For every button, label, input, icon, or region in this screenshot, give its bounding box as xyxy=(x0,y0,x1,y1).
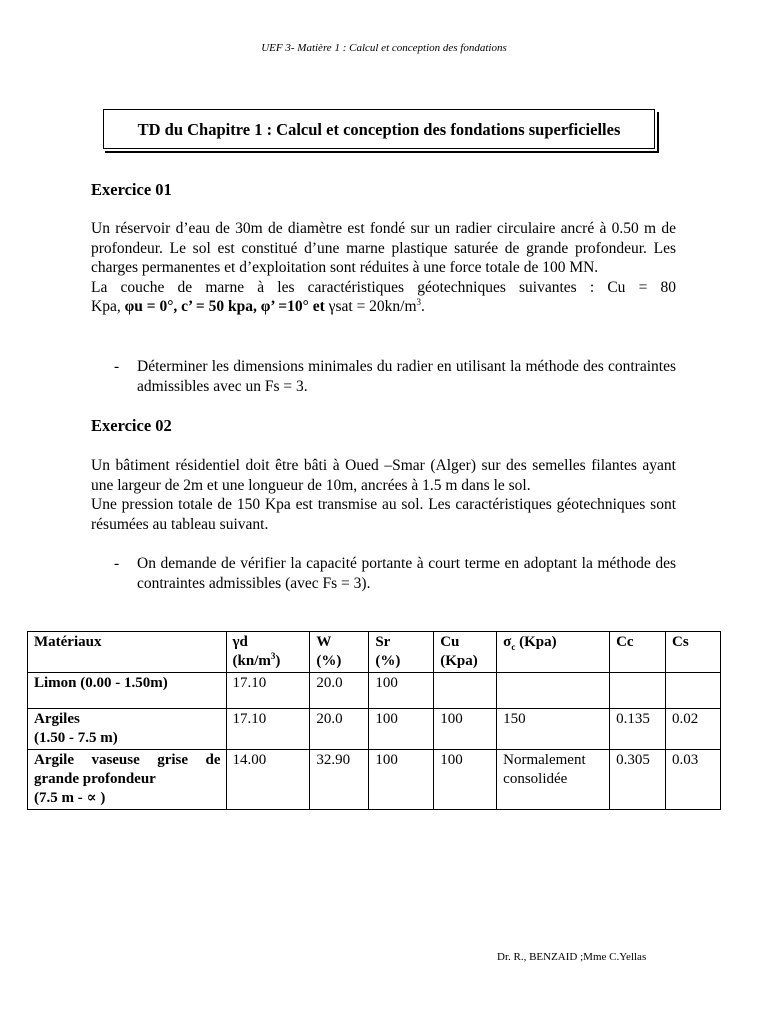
cell-sr: 100 xyxy=(369,673,434,709)
exercise-2-title: Exercice 02 xyxy=(91,416,172,435)
sigma-symbol: σ xyxy=(503,634,512,650)
header-sr-symbol: Sr xyxy=(375,634,391,650)
header-w xyxy=(310,632,369,673)
materiau-line-2: (1.50 - 7.5 m) xyxy=(34,730,118,746)
exercise-1-paragraph-2-line-1: La couche de marne à les caractéristiques géotechniques suivantes : Cu = 80 xyxy=(91,278,676,296)
sigma-subscript: c xyxy=(511,642,516,652)
header-cs: Cs xyxy=(666,632,721,673)
header-sr-unit: (%) xyxy=(375,653,401,669)
page-footer: Dr. R., BENZAID ;Mme C.Yellas xyxy=(497,951,647,963)
cell-cc: 0.135 xyxy=(610,709,666,750)
cell-cu xyxy=(434,673,497,709)
gamma-sat: γsat = 20kn/m xyxy=(328,298,417,315)
cell-cs xyxy=(666,673,721,709)
exercise-1-text xyxy=(91,219,676,317)
header-materiaux: Matériaux xyxy=(28,632,227,673)
page-title xyxy=(103,109,655,149)
header-cu xyxy=(434,632,497,673)
cell-w: 32.90 xyxy=(310,750,369,810)
unit-close: ) xyxy=(275,653,281,669)
cell-w: 20.0 xyxy=(310,673,369,709)
cell-sigma-c: 150 xyxy=(497,709,610,750)
exercise-2-bullet-text: On demande de vérifier la capacité portante à court terme en adoptant la méthode des contraintes admissibles (avec Fs = 3). xyxy=(137,555,676,592)
cell-materiau xyxy=(28,673,227,709)
cell-cs: 0.03 xyxy=(666,750,721,810)
table-row xyxy=(28,709,721,750)
page-title-text: TD du Chapitre 1 : Calcul et conception des fondations superficielles xyxy=(137,120,621,139)
materiau-line-3: (7.5 m - ∝ ) xyxy=(34,790,106,806)
header-gamma-d-unit xyxy=(233,652,305,671)
cell-w: 20.0 xyxy=(310,709,369,750)
exercise-2-paragraph-2: Une pression totale de 150 Kpa est transmise au sol. Les caractéristiques géotechniques sont résumées au tableau suivant. xyxy=(91,496,676,533)
table-header-row xyxy=(28,632,721,673)
period: . xyxy=(421,298,425,315)
bullet-dash: - xyxy=(114,555,120,572)
header-w-unit: (%) xyxy=(316,653,342,669)
exponent: 3 xyxy=(416,296,422,307)
page-header: UEF 3- Matière 1 : Calcul et conception des fondations xyxy=(261,42,507,54)
cell-gamma-d: 17.10 xyxy=(226,709,310,750)
cell-cc xyxy=(610,673,666,709)
cell-materiau xyxy=(28,750,227,810)
materiau-line-1: Argiles xyxy=(34,711,80,727)
kpa-unit: Kpa, xyxy=(91,298,125,315)
soil-parameters: φu = 0°, c’ = 50 kpa, φ’ =10° et xyxy=(124,298,329,315)
soil-properties-table xyxy=(27,631,721,810)
cell-sr: 100 xyxy=(369,750,434,810)
header-sigma-c xyxy=(497,632,610,673)
header-gamma-d xyxy=(226,632,310,673)
cell-cs: 0.02 xyxy=(666,709,721,750)
cell-sigma-c xyxy=(497,750,610,810)
exercise-2-bullet xyxy=(114,554,676,593)
header-cc: Cc xyxy=(610,632,666,673)
header-cu-unit: (Kpa) xyxy=(440,653,478,669)
exercise-1-bullet-text: Déterminer les dimensions minimales du radier en utilisant la méthode des contraintes admissibles avec un Fs = 3. xyxy=(137,358,676,395)
unit-exponent: 3 xyxy=(270,651,276,661)
exercise-1-paragraph-2-line-2 xyxy=(91,297,676,317)
table-row xyxy=(28,750,721,810)
cell-gamma-d: 14.00 xyxy=(226,750,310,810)
cell-sigma-c xyxy=(497,673,610,709)
materiau-line-2: grande profondeur xyxy=(34,771,156,787)
cell-sr: 100 xyxy=(369,709,434,750)
exercise-1-bullet xyxy=(114,357,676,396)
sigma-line-1: Normalement xyxy=(503,752,586,768)
materiau-line-1: Argile vaseuse grise de xyxy=(34,752,221,768)
sigma-line-2: consolidée xyxy=(503,771,568,787)
header-cu-symbol: Cu xyxy=(440,634,460,650)
sigma-unit: (Kpa) xyxy=(515,634,557,650)
cell-cu: 100 xyxy=(434,750,497,810)
cell-cc: 0.305 xyxy=(610,750,666,810)
unit-text: (kn/m xyxy=(232,653,271,669)
cell-gamma-d: 17.10 xyxy=(226,673,310,709)
exercise-2-paragraph-1: Un bâtiment résidentiel doit être bâti à Oued –Smar (Alger) sur des semelles filantes ayant une largeur de 2m et une longueur de 10m, ancrées à 1.5 m dans le sol. xyxy=(91,457,676,494)
exercise-1-title: Exercice 01 xyxy=(91,180,172,199)
materiau-line-1: Limon (0.00 - 1.50m) xyxy=(34,675,168,691)
header-gamma-d-symbol: γd xyxy=(232,634,248,650)
table-row xyxy=(28,673,721,709)
cell-cu: 100 xyxy=(434,709,497,750)
bullet-dash: - xyxy=(114,358,120,375)
cell-materiau xyxy=(28,709,227,750)
header-w-symbol: W xyxy=(316,634,332,650)
exercise-2-text xyxy=(91,456,676,534)
header-sr xyxy=(369,632,434,673)
exercise-1-paragraph-1: Un réservoir d’eau de 30m de diamètre est fondé sur un radier circulaire ancré à 0.50 m de profondeur. Le sol est constitué d’une marne plastique saturée de grande profondeur. Les charges permanentes et d’exploitation sont réduites à une force totale de 100 MN. xyxy=(91,220,676,276)
